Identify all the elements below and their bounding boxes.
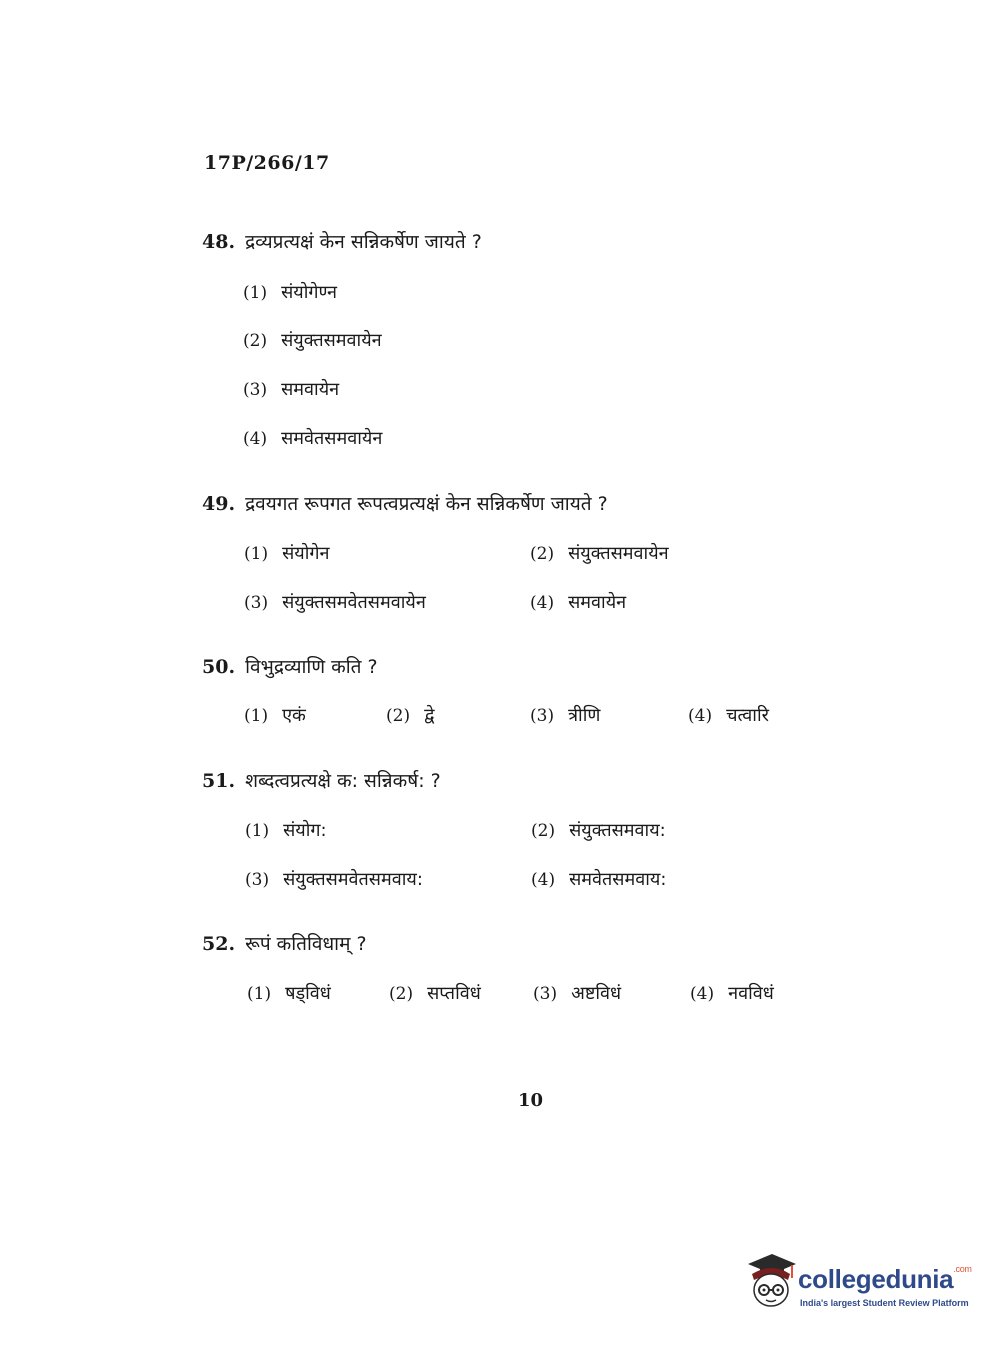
option-52-2: (2) सप्तविधं (389, 983, 481, 1004)
mascot-icon (742, 1250, 798, 1314)
collegedunia-watermark (742, 1250, 972, 1320)
question-text: शब्दत्वप्रत्यक्षे क: सन्निकर्ष: ? (245, 770, 441, 792)
question-number: 50. (202, 656, 236, 678)
option-52-4: (4) नवविधं (690, 983, 774, 1004)
question-48 (202, 228, 482, 254)
option-49-3: (3) संयुक्तसमवेतसमवायेन (244, 592, 426, 613)
option-48-2: (2) संयुक्तसमवायेन (243, 330, 382, 351)
option-51-4: (4) समवेतसमवाय: (531, 869, 667, 890)
question-number: 52. (202, 933, 236, 955)
option-48-3: (3) समवायेन (243, 379, 340, 400)
page-number: 10 (518, 1090, 544, 1111)
question-text: द्रवयगत रूपगत रूपत्वप्रत्यक्षं केन सन्निकर्षेण जायते ? (245, 493, 608, 515)
brand-suffix: .com (953, 1264, 972, 1274)
option-50-1: (1) एकं (244, 705, 306, 726)
brand-name: collegedunia$^{.com}$ (798, 1264, 972, 1294)
option-48-4: (4) समवेतसमवायेन (243, 428, 383, 449)
option-51-1: (1) संयोग: (245, 820, 327, 841)
option-50-4: (4) चत्वारि (688, 705, 769, 726)
option-51-2: (2) संयुक्तसमवाय: (531, 820, 666, 841)
question-52 (202, 930, 367, 956)
option-50-2: (2) द्वे (386, 705, 435, 726)
option-51-3: (3) संयुक्तसमवेतसमवाय: (245, 869, 423, 890)
option-49-4: (4) समवायेन (530, 592, 627, 613)
option-49-2: (2) संयुक्तसमवायेन (530, 543, 669, 564)
option-48-1: (1) संयोगेण्न (243, 282, 338, 303)
question-text: द्रव्यप्रत्यक्षं केन सन्निकर्षेण जायते ? (245, 231, 482, 253)
option-52-1: (1) षड्विधं (247, 983, 331, 1004)
question-number: 48. (202, 231, 236, 253)
paper-code: 17P/266/17 (204, 152, 330, 174)
question-number: 49. (202, 493, 236, 515)
brand-tagline: India's largest Student Review Platform (800, 1298, 969, 1308)
option-50-3: (3) त्रीणि (530, 705, 601, 726)
question-text: रूपं कतिविधाम् ? (245, 933, 367, 955)
question-number: 51. (202, 770, 236, 792)
question-51 (202, 767, 441, 793)
option-49-1: (1) संयोगेन (244, 543, 330, 564)
question-49 (202, 490, 608, 516)
question-text: विभुद्रव्याणि कति ? (245, 656, 378, 678)
option-52-3: (3) अष्टविधं (533, 983, 622, 1004)
question-50 (202, 653, 378, 679)
